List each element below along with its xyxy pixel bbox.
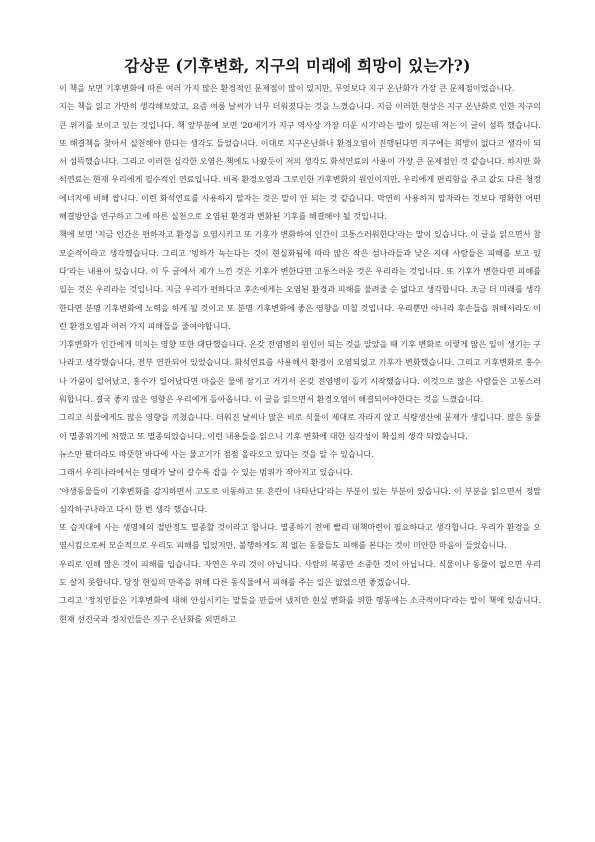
paragraph: 이 책을 보면 기후변화에 따른 여러 가지 많은 환경적인 문제점이 많이 있지만, 무엇보다 지구 온난화가 가장 큰 문제점이었습니다. bbox=[59, 83, 515, 93]
paragraph: 책에 보면 '지금 인간은 편하자고 환경을 오염시키고 또 기후가 변화하여 인간이 고통스러워한다'라는 말이 있습니다. 이 글을 읽으면서 참 모순적이라고 생각했습니다. 그리고 '빙하가 녹는다는 것이 현실화됨에 따라 많은 작은 섬나라들과 낮은 지대 사람들은 피해를 보고 있다'라는 내용이 있습니다. 이 두 글에서 제가 느낀 것은 기후가 변한다면 고통스러운 것은 우리라는 것입니다. 또 기후가 변한다면 피해를 입는 것은 우리라는 것입니다. 지금 우리가 편하다고 후손에게는 오염된 환경과 피해를 물려줄 순 없다고 생각합니다. 조금 더 미래를 생각한다면 분명 기후변화에 노력을 하게 될 것이고 또 분명 기후변화에 좋은 영향을 미칠 것입니다. 우리뿐만 아니라 후손들을 위해서라도 이런 환경오염과 여러 가지 피해들을 줄여야합니다. bbox=[59, 229, 541, 331]
paragraph: 그래서 우리나라에서는 명태가 날이 갈수록 잡을 수 있는 범위가 작아지고 있습니다. bbox=[59, 467, 354, 478]
paragraph: 뉴스만 봤더라도 따뜻한 바다에 사는 물고기가 점점 올라오고 있다는 것을 알 수 있습니다. bbox=[59, 448, 374, 459]
paragraph: '야생동물들이 기후변화를 감지하면서 고도로 이동하고 또 혼란이 나타난다'라는 부분이 있는 부분이 있습니다. 이 부분을 읽으면서 정말 심각하구나라고 다시 한 번 생각 했습니다. bbox=[59, 485, 541, 514]
paragraph: 기후변화가 인간에게 미치는 영향 또한 대단했습니다. 온갖 전염병의 원인이 되는 것을 알았을 때 기후 변화로 이렇게 많은 일이 생기는 구나라고 생각했습니다. 전부 연관되어 있었습니다. 화석연료를 사용해서 환경이 오염되었고 기후가 변화했습니다. 그리고 기후변화로 홍수나 가뭄이 일어났고, 홍수가 일어났다면 마을은 물에 잠기고 거기서 온갖 전염병이 돌기 시작했습니다. 이것으로 많은 사람들은 고통스러워합니다. 결국 좋지 않은 영향은 우리에게 돌아옵니다. 이 글을 읽으면서 환경오염이 해결되어야한다는 것을 느꼈습니다. bbox=[59, 339, 541, 405]
paragraph: 또 습지대에 사는 생명체의 절반정도 멸종할 것이라고 합니다. 멸종하기 전에 빨리 대책마련이 필요하다고 생각합니다. 우리가 환경을 오염시킴으로써 모순적으로 우리도 피해를 입었지만, 불행하게도 죄 없는 동물들도 피해를 본다는 것이 미안한 마음이 들었습니다. bbox=[59, 522, 541, 551]
document-body bbox=[59, 79, 541, 628]
paragraph: 지는 책을 읽고 가만히 생각해보았고, 요즘 여름 날씨가 너무 더워졌다는 것을 느꼈습니다. 지금 이러한 현상은 지구 온난화로 인한 지구의 큰 위기를 보이고 있는 것입니다. 책 앞부분에 보면 '20세기가 지구 역사상 가장 더운 시기'라는 말이 있는데 저는 이 글이 섬뜩 했습니다. 또 해결책을 찾아서 실천해야 한다는 생각도 들었습니다. 이대로 지구온난화나 환경오염이 진행된다면 지구에는 희망이 없다고 생각이 되서 섬뜩했습니다. 그리고 이러한 심각한 오염은 책에도 나왔듯이 저의 생각도 화석연료의 사용이 가장 큰 문제점인 것 같습니다. 하지만 화석연료는 현재 우리에게 필수적인 연료입니다. 비록 환경오염과 그로인한 기후변화의 원인이지만, 우리에게 편리함을 주고 값도 다른 청정에너지에 비해 쌉니다. 이런 화석연료를 사용하지 말자는 것은 말이 안 되는 것 같습니다. 막연히 사용하지 말자라는 것보다 명확한 어떤 해결방안을 연구하고 그에 따른 실천으로 오염된 환경과 변화된 기후를 해결해야 될 것입니다. bbox=[59, 101, 541, 222]
paragraph: 그리고 '정치인들은 기후변화에 대해 안심시키는 말들을 만들어 냈지만 현실 변화를 위한 행동에는 소극적이다'라는 말이 책에 있습니다. 현재 선진국과 정치인들은 지구 온난화를 외면하고 bbox=[59, 595, 541, 624]
paragraph: 그리고 식물에게도 많은 영향을 끼쳤습니다. 더워진 날씨나 많은 비로 식물이 제대로 자라지 않고 식량생산에 문제가 생깁니다. 많은 동물이 멸종위기에 처했고 또 멸종되었습니다. 이런 내용들을 읽으니 기후 변화에 대한 심각성이 확실히 생각 되었습니다. bbox=[59, 412, 541, 441]
document-title: 감상문 (기후변화, 지구의 미래에 희망이 있는가?) bbox=[124, 56, 471, 75]
paragraph: 우리로 인해 많은 것이 피해를 입습니다. 자연은 우리 것이 아닙니다. 사람의 복종만 소중한 것이 아닙니다. 식물이나 동물이 없으면 우리도 살지 못합니다. 당장 현실의 만족을 위해 다른 동식물에서 피해를 주는 일은 없었으면 좋겠습니다. bbox=[59, 558, 541, 588]
